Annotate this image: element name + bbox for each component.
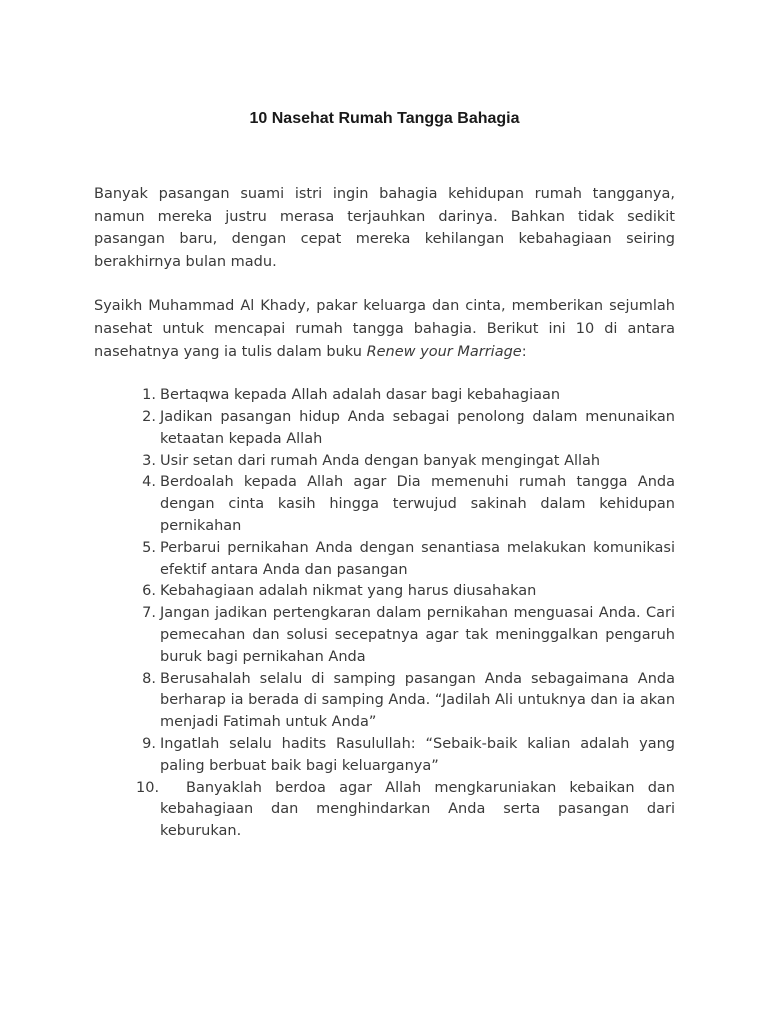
list-item-number: 10. <box>136 779 160 796</box>
document-title: 10 Nasehat Rumah Tangga Bahagia <box>249 110 520 127</box>
source-paragraph-end: : <box>521 343 527 360</box>
list-item <box>142 669 676 734</box>
list-item <box>142 581 675 603</box>
list-item-number: 9. <box>142 735 156 752</box>
list-item-number: 6. <box>142 583 156 600</box>
list-item <box>142 538 675 582</box>
list-item-text: Perbarui pernikahan Anda dengan senantiasa melakukan komunikasi efektif antara Anda dan pasangan <box>160 539 675 578</box>
list-item-number: 3. <box>142 452 156 469</box>
list-item <box>142 734 675 778</box>
list-item-text: Banyaklah berdoa agar Allah mengkaruniakan kebaikan dan kebahagiaan dan menghindarkan Anda serta pasangan dari keburukan. <box>160 779 675 840</box>
list-item <box>136 778 675 843</box>
list-item <box>142 407 675 451</box>
list-item-text: Jadikan pasangan hidup Anda sebagai penolong dalam menunaikan ketaatan kepada Allah <box>160 408 675 447</box>
list-item-text: Jangan jadikan pertengkaran dalam pernikahan menguasai Anda. Cari pemecahan dan solusi secepatnya agar tak meninggalkan pengaruh buruk bagi pernikahan Anda <box>160 605 675 665</box>
list-item-number: 5. <box>142 539 156 556</box>
list-item-number: 7. <box>142 605 156 622</box>
list-item <box>142 451 675 473</box>
intro-paragraph: Banyak pasangan suami istri ingin bahagia kehidupan rumah tangganya, namun mereka justru merasa terjauhkan darinya. Bahkan tidak sedikit pasangan baru, dengan cepat mereka kehilangan kebahagiaan seiring berakhirnya bulan madu. <box>94 186 675 270</box>
advice-list <box>94 385 675 843</box>
list-item <box>142 603 675 668</box>
list-item-text: Kebahagiaan adalah nikmat yang harus diusahakan <box>160 583 537 600</box>
source-paragraph-text: Syaikh Muhammad Al Khady, pakar keluarga dan cinta, memberikan sejumlah nasehat untuk mencapai rumah tangga bahagia. Berikut ini 10 di antara nasehatnya yang ia tulis dalam buku <box>94 298 675 360</box>
document-page <box>94 108 675 843</box>
list-item-number: 1. <box>142 387 156 404</box>
list-item <box>142 385 675 407</box>
list-item <box>142 472 675 537</box>
list-item-text: Bertaqwa kepada Allah adalah dasar bagi kebahagiaan <box>160 387 561 404</box>
list-item-text: Ingatlah selalu hadits Rasulullah: “Sebaik-baik kalian adalah yang paling berbuat baik bagi keluarganya” <box>160 735 675 774</box>
list-item-number: 2. <box>142 408 156 425</box>
list-item-number: 8. <box>142 670 156 687</box>
list-item-text: Usir setan dari rumah Anda dengan banyak mengingat Allah <box>160 452 601 469</box>
source-paragraph <box>94 295 675 363</box>
list-item-text: Berusahalah selalu di samping pasangan Anda sebagaimana Anda berharap ia berada di samping Anda. “Jadilah Ali untuknya dan ia akan menjadi Fatimah untuk Anda” <box>160 670 676 731</box>
list-item-text: Berdoalah kepada Allah agar Dia memenuhi rumah tangga Anda dengan cinta kasih hingga terwujud sakinah dalam kehidupan pernikahan <box>160 474 675 534</box>
list-item-number: 4. <box>142 474 156 491</box>
book-title: Renew your Marriage <box>366 343 522 360</box>
